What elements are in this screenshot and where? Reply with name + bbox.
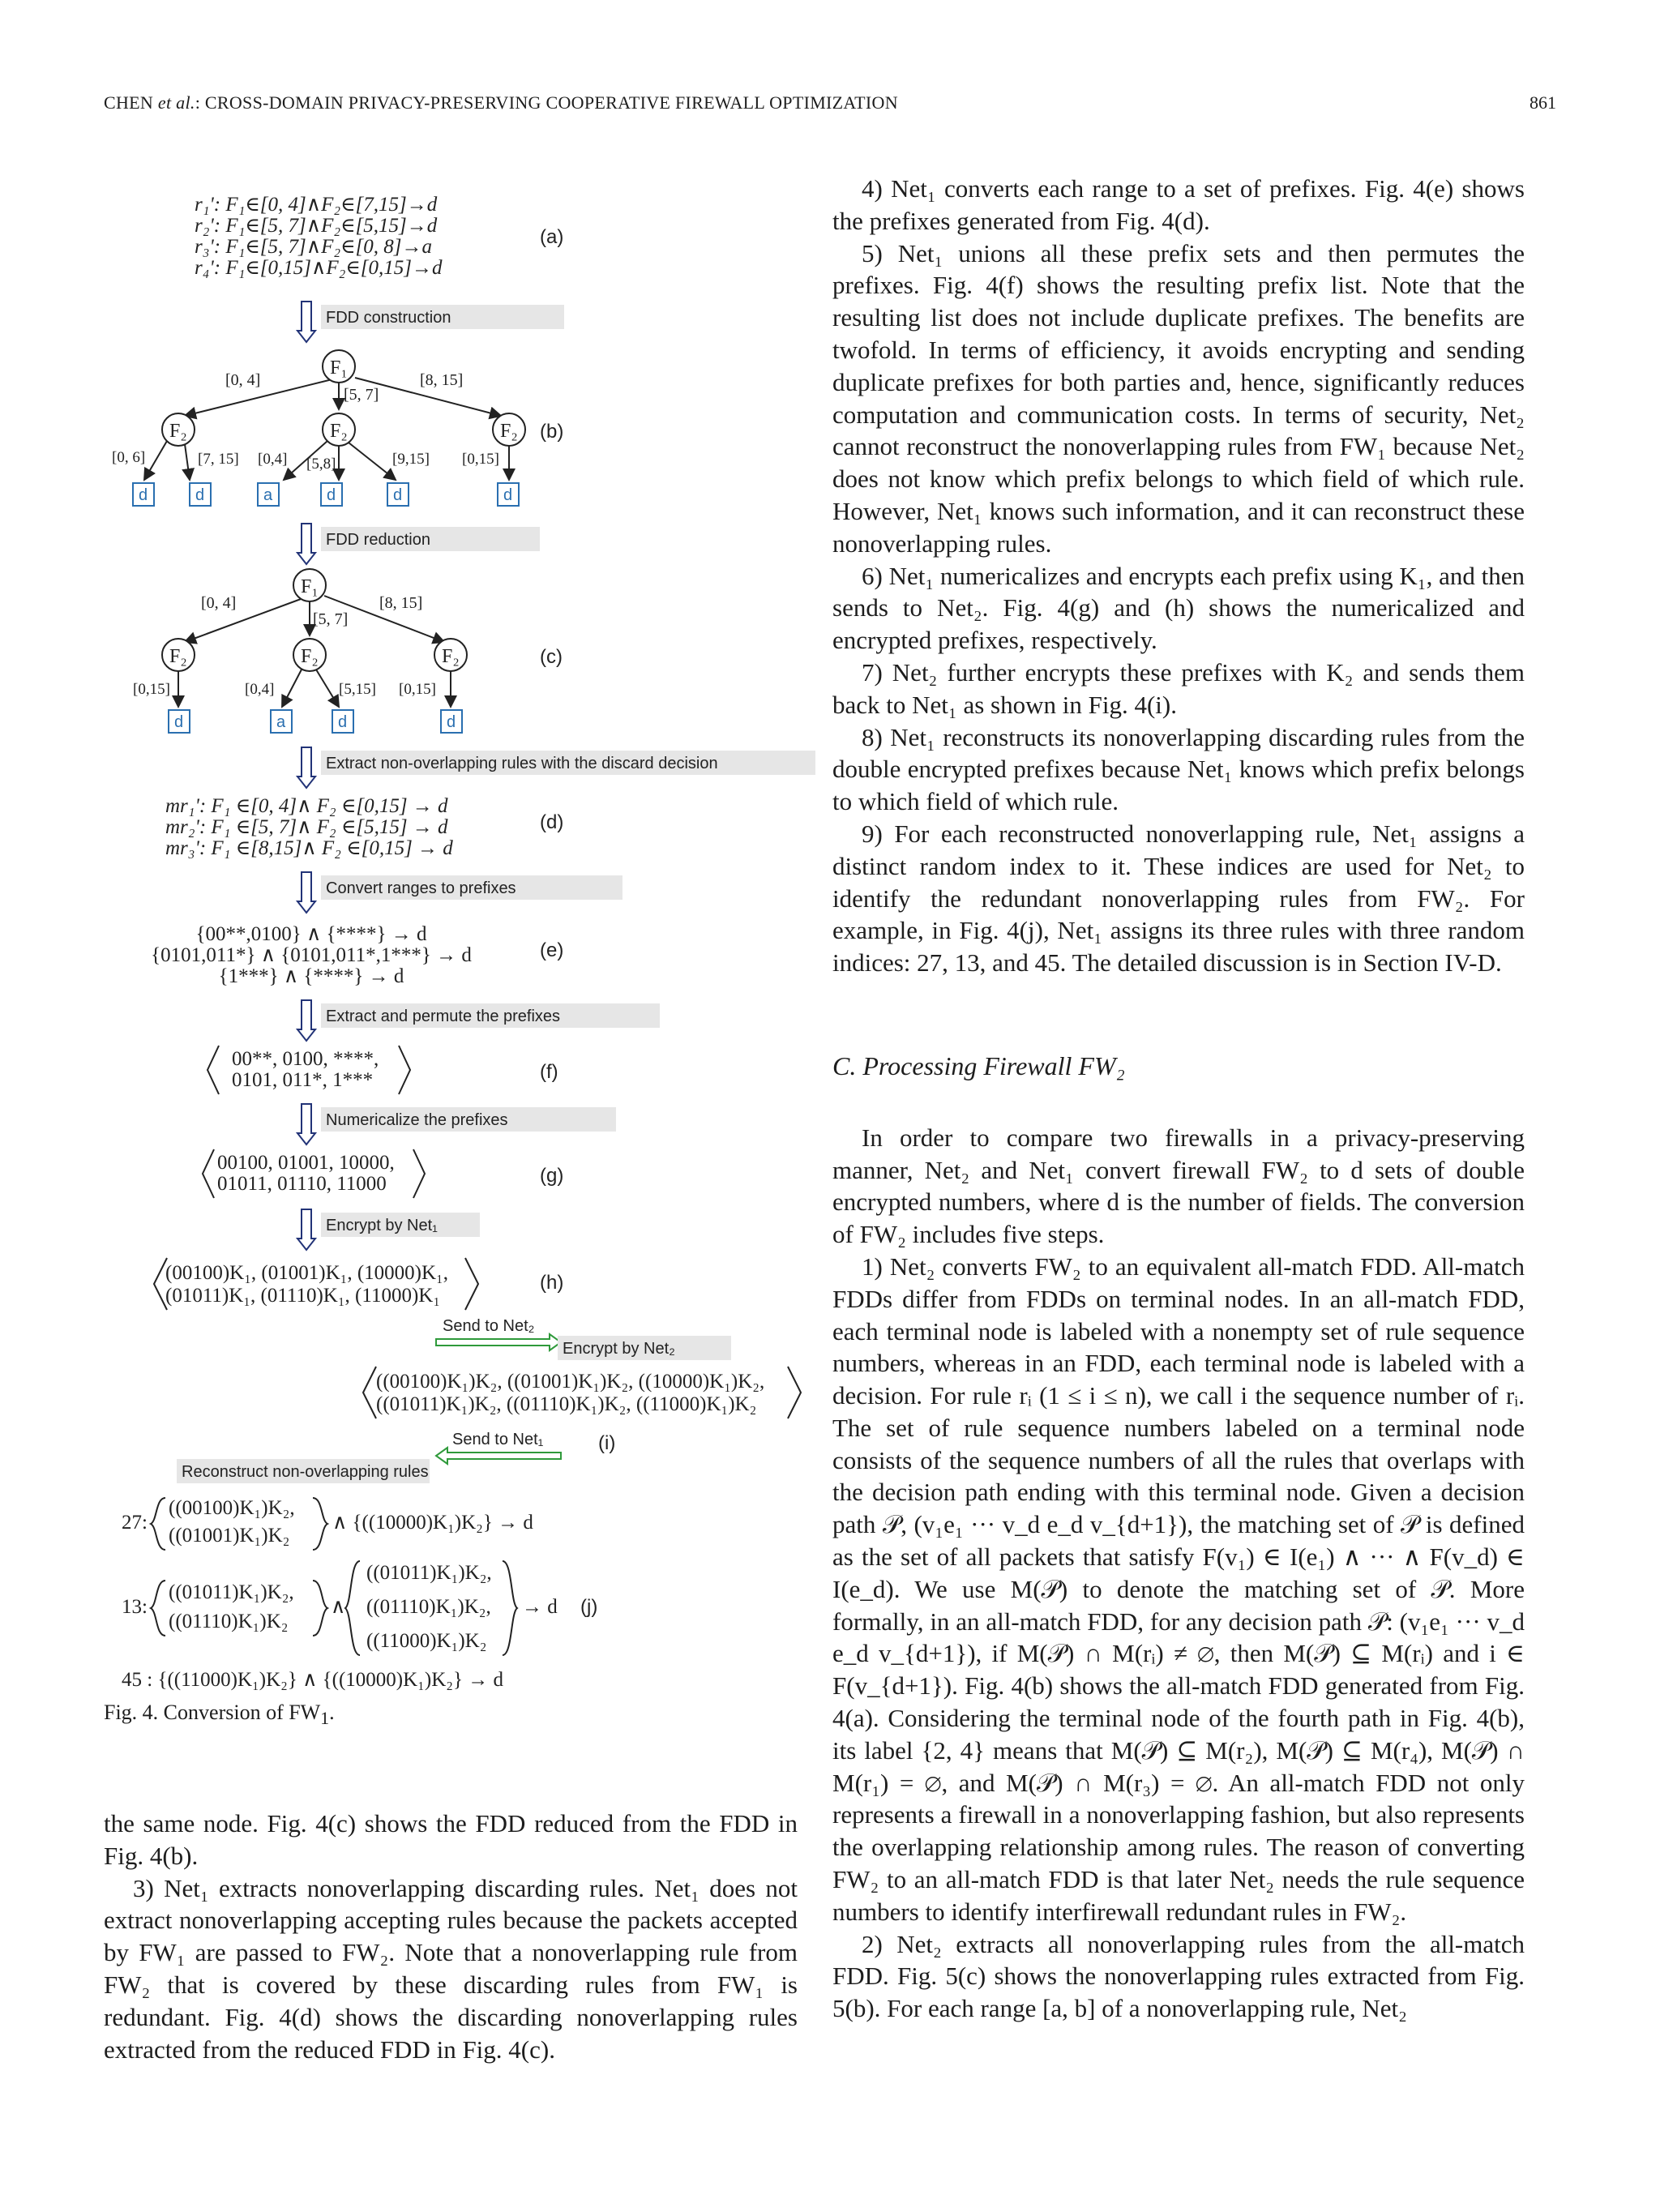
svg-text:[5, 7]: [5, 7] bbox=[344, 386, 379, 404]
paragraph: 3) Net₁ extracts nonoverlapping discarding rules. Net₁ does not extract nonoverlapping accepting rules because the packets accepted by FW₁ are passed to FW₂. Note that a nonoverlapping rule from FW₂ that is covered by these discarding rules from FW₁ is redundant. Fig. 4(d) shows the discarding nonoverlapping rules extracted from the reduced FDD in Fig. 4(c). bbox=[104, 1873, 798, 2064]
list-h bbox=[154, 1258, 478, 1310]
step-numericalize bbox=[297, 1104, 616, 1145]
svg-text:[0,4]: [0,4] bbox=[245, 681, 275, 698]
svg-text:d: d bbox=[174, 713, 184, 731]
list-g bbox=[203, 1149, 425, 1198]
svg-text:F₂: F₂ bbox=[442, 646, 460, 667]
svg-text:[0, 6]: [0, 6] bbox=[112, 449, 146, 466]
panel-label-g: (g) bbox=[540, 1165, 564, 1187]
svg-text:F₂: F₂ bbox=[330, 421, 348, 442]
paragraph: 9) For each reconstructed nonoverlapping rule, Net₁ assigns a distinct random index to it. These indices are used for Net₂ to identify the redundant nonoverlapping rules from FW₂. For example, in Fig. 4(j), Net₁ assigns its three rules with three random indices: 27, 13, and 45. The detailed discussion is in Section IV-D. bbox=[832, 819, 1525, 978]
step-fdd-reduction bbox=[297, 524, 540, 564]
panel-label-e: (e) bbox=[540, 939, 564, 961]
panel-label-a: (a) bbox=[540, 226, 564, 248]
svg-text:[8, 15]: [8, 15] bbox=[420, 371, 464, 389]
svg-text:[8, 15]: [8, 15] bbox=[379, 594, 423, 612]
rules-d bbox=[165, 795, 453, 859]
svg-text:Extract non-overlapping rules: Extract non-overlapping rules with the discard decision bbox=[326, 755, 718, 772]
svg-text:[0,15]: [0,15] bbox=[462, 451, 499, 468]
paragraph: 1) Net₂ converts FW₂ to an equivalent all-match FDD. All-match FDDs differ from FDDs on terminal nodes. In an all-match FDD, each terminal node is labeled with a nonempty set of rule sequence numbers, whereas in an FDD, each terminal node is labeled with a decision. For rule rᵢ (1 ≤ i ≤ n), we call i the sequence number of rᵢ. The set of rule sequence numbers labeled on a terminal node consists of the sequence numbers of all the rules that overlaps with the decision path ending with this terminal node. Given a decision path 𝒫, (v₁e₁ ··· v_d e_d v_{d+1}), the matching set of 𝒫 is defined as the set of all packets that satisfy F(v₁) ∈ I(e₁) ∧ ··· ∧ F(v_d) ∈ I(e_d). We use M(𝒫) to denote the matching set of 𝒫. More formally, in an all-match FDD, for any decision path 𝒫: (v₁e₁ ··· v_d e_d v_{d+1}), if M(𝒫) ∩ M(rᵢ) ≠ ∅, then M(𝒫) ⊆ M(rᵢ) and i ∈ F(v_{d+1}). Fig. 4(b) shows the all-match FDD generated from Fig. 4(a). Considering the terminal node of the fourth path in Fig. 4(b), its label {2, 4} means that M(𝒫) ⊆ M(r₂), M(𝒫) ⊆ M(r₄), M(𝒫) ∩ M(r₁) = ∅, and M(𝒫) ∩ M(r₃) = ∅. An all-match FDD not only represents a firewall in a nonoverlapping fashion, but also represents the overlapping relationship among rules. The reason of converting FW₂ to an all-match FDD is that later Net₂ needs the rule sequence numbers to identify interfirewall redundant rules in FW₂. bbox=[832, 1251, 1525, 1926]
paragraph: 6) Net₁ numericalizes and encrypts each prefix using K₁, and then sends to Net₂. Fig. 4(g) and (h) shows the numericalized and encrypted prefixes, respectively. bbox=[832, 561, 1525, 655]
paragraph: 5) Net₁ unions all these prefix sets and then permutes the prefixes. Fig. 4(f) shows the resulting prefix list. Note that the resulting list does not include duplicate prefixes. The benefits are twofold. In terms of efficiency, it avoids encrypting and sending duplicate prefixes for both parties and, hence, significantly reduces computation and communication costs. In terms of security, Net₂ cannot reconstruct the nonoverlapping rules from FW₁ because Net₂ does not know which prefix belongs to which field of which rule. However, Net₁ knows such information, and it can reconstruct these nonoverlapping rules. bbox=[832, 238, 1525, 558]
svg-text:Encrypt by Net₁: Encrypt by Net₁ bbox=[326, 1217, 438, 1234]
step-convert bbox=[297, 872, 622, 913]
svg-text:13:: 13: bbox=[122, 1596, 148, 1618]
rules-j bbox=[122, 1497, 558, 1691]
svg-text:FDD construction: FDD construction bbox=[326, 309, 451, 327]
right-column bbox=[832, 173, 1525, 2025]
panel-label-j: (j) bbox=[580, 1596, 598, 1618]
panel-label-f: (f) bbox=[540, 1061, 558, 1083]
prefixes-e bbox=[151, 923, 472, 987]
svg-text:((01011)K₁)K₂,: ((01011)K₁)K₂, bbox=[366, 1562, 492, 1584]
svg-text:Reconstruct non-overlapping ru: Reconstruct non-overlapping rules bbox=[182, 1463, 429, 1481]
svg-text:F₂: F₂ bbox=[169, 646, 187, 667]
paragraph: the same node. Fig. 4(c) shows the FDD reduced from the FDD in Fig. 4(b). bbox=[104, 1809, 798, 1870]
step-send-net2 bbox=[436, 1317, 561, 1350]
panel-label-h: (h) bbox=[540, 1272, 564, 1294]
svg-text:[5,8]: [5,8] bbox=[306, 456, 336, 473]
svg-text:d: d bbox=[503, 486, 513, 504]
rule-a-1: r₁': F₁∈[0, 4]∧F₂∈[7,15]→d bbox=[195, 194, 438, 216]
page-number: 861 bbox=[1530, 92, 1556, 113]
svg-text:a: a bbox=[276, 713, 286, 731]
svg-text:a: a bbox=[263, 486, 273, 504]
list-i bbox=[363, 1367, 801, 1418]
svg-text:45 : {((11000)K₁)K₂} ∧ {((1000: 45 : {((11000)K₁)K₂} ∧ {((10000)K₁)K₂} → d bbox=[122, 1669, 503, 1691]
running-title: CHEN et al.: CROSS-DOMAIN PRIVACY-PRESERVING COOPERATIVE FIREWALL OPTIMIZATION bbox=[104, 92, 898, 113]
left-column bbox=[104, 1808, 798, 2065]
svg-text:FDD reduction: FDD reduction bbox=[326, 531, 430, 549]
step-send-net1 bbox=[436, 1431, 561, 1464]
svg-text:((01001)K₁)K₂: ((01001)K₁)K₂ bbox=[169, 1525, 290, 1547]
svg-text:d: d bbox=[447, 713, 456, 731]
paragraph: 4) Net₁ converts each range to a set of prefixes. Fig. 4(e) shows the prefixes generated from Fig. 4(d). bbox=[832, 174, 1525, 235]
svg-text:0101, 011*, 1***: 0101, 011*, 1*** bbox=[232, 1069, 374, 1091]
list-f bbox=[208, 1046, 410, 1094]
svg-text:((01011)K₁)K₂,: ((01011)K₁)K₂, bbox=[169, 1581, 294, 1603]
svg-text:Send to Net₂: Send to Net₂ bbox=[443, 1317, 535, 1335]
svg-text:Send to Net₁: Send to Net₁ bbox=[452, 1431, 544, 1448]
svg-text:((01011)K₁)K₂, ((01110)K₁)K₂,: ((01011)K₁)K₂, ((01110)K₁)K₂, ((11000)K₁)K₂ bbox=[376, 1393, 757, 1415]
svg-text:[0,15]: [0,15] bbox=[399, 681, 436, 698]
section-heading: C. Processing Firewall FW₂ bbox=[832, 1050, 1125, 1080]
svg-text:d: d bbox=[327, 486, 336, 504]
rule-a-4: r₄': F₁∈[0,15]∧F₂∈[0,15]→d bbox=[195, 257, 443, 279]
svg-text:→ d: → d bbox=[522, 1596, 558, 1618]
svg-text:(01011)K₁, (01110)K₁, (11000)K: (01011)K₁, (01110)K₁, (11000)K₁ bbox=[165, 1285, 441, 1307]
svg-text:01011, 01110, 11000: 01011, 01110, 11000 bbox=[217, 1173, 387, 1195]
svg-text:((01110)K₁)K₂,: ((01110)K₁)K₂, bbox=[366, 1596, 491, 1618]
svg-text:[0,4]: [0,4] bbox=[258, 451, 288, 468]
paragraph: 8) Net₁ reconstructs its nonoverlapping discarding rules from the double encrypted prefixes because Net₁ knows which prefix belongs to which field of which rule. bbox=[832, 722, 1525, 816]
svg-text:Encrypt by Net₂: Encrypt by Net₂ bbox=[563, 1340, 675, 1358]
svg-text:[9,15]: [9,15] bbox=[392, 451, 430, 468]
step-reconstruct bbox=[177, 1459, 430, 1483]
figure-4 bbox=[104, 162, 817, 1694]
panel-label-i: (i) bbox=[598, 1432, 616, 1454]
svg-text:00100, 01001, 10000,: 00100, 01001, 10000, bbox=[217, 1152, 395, 1174]
svg-text:[0, 4]: [0, 4] bbox=[201, 594, 237, 612]
paragraph: 2) Net₂ extracts all nonoverlapping rules from the all-match FDD. Fig. 5(c) shows the nonoverlapping rules extracted from Fig. 5(b). For each range [a, b] of a nonoverlapping rule, Net₂ bbox=[832, 1929, 1525, 2023]
svg-text:[7, 15]: [7, 15] bbox=[198, 451, 239, 468]
svg-text:(00100)K₁, (01001)K₁, (10000)K: (00100)K₁, (01001)K₁, (10000)K₁, bbox=[165, 1262, 449, 1284]
svg-text:mr₁': F₁ ∈[0, 4]∧ F₂ ∈[0,15] →: mr₁': F₁ ∈[0, 4]∧ F₂ ∈[0,15] → d bbox=[165, 795, 448, 817]
step-encrypt-net1 bbox=[297, 1209, 480, 1250]
step-fdd-construction bbox=[297, 302, 564, 342]
figure-caption: Fig. 4. Conversion of $FW_1$. bbox=[104, 1701, 335, 1729]
svg-text:d: d bbox=[338, 713, 348, 731]
svg-text:F₁: F₁ bbox=[330, 357, 348, 379]
svg-text:d: d bbox=[393, 486, 403, 504]
rule-a-2: r₂': F₁∈[5, 7]∧F₂∈[5,15]→d bbox=[195, 215, 438, 237]
svg-text:27:: 27: bbox=[122, 1512, 148, 1534]
svg-text:∧ {((10000)K₁)K₂} → d: ∧ {((10000)K₁)K₂} → d bbox=[332, 1512, 533, 1534]
svg-text:F₂: F₂ bbox=[301, 646, 319, 667]
rules-a bbox=[195, 194, 443, 279]
svg-text:[5, 7]: [5, 7] bbox=[313, 610, 349, 628]
svg-text:d: d bbox=[195, 486, 205, 504]
panel-label-d: (d) bbox=[540, 811, 564, 833]
svg-text:((00100)K₁)K₂, ((01001)K₁)K₂,: ((00100)K₁)K₂, ((01001)K₁)K₂, ((10000)K₁)K₂, bbox=[376, 1371, 765, 1393]
step-encrypt-net2 bbox=[558, 1336, 731, 1360]
svg-text:[5,15]: [5,15] bbox=[339, 681, 376, 698]
svg-text:{1***} ∧ {****} → d: {1***} ∧ {****} → d bbox=[218, 965, 404, 987]
svg-text:mr₂': F₁ ∈[5, 7]∧ F₂ ∈[5,15] →: mr₂': F₁ ∈[5, 7]∧ F₂ ∈[5,15] → d bbox=[165, 816, 448, 838]
step-permute bbox=[297, 1000, 660, 1041]
svg-text:d: d bbox=[139, 486, 148, 504]
svg-text:F₁: F₁ bbox=[301, 576, 319, 597]
svg-text:∧: ∧ bbox=[331, 1596, 346, 1618]
svg-text:{0101,011*} ∧ {0101,011*,1***}: {0101,011*} ∧ {0101,011*,1***} → d bbox=[151, 944, 472, 966]
svg-text:00**, 0100, ****,: 00**, 0100, ****, bbox=[232, 1048, 379, 1070]
panel-label-b: (b) bbox=[540, 421, 564, 443]
svg-text:[0, 4]: [0, 4] bbox=[225, 371, 261, 389]
svg-text:mr₃': F₁ ∈[8,15]∧ F₂ ∈[0,15] →: mr₃': F₁ ∈[8,15]∧ F₂ ∈[0,15] → d bbox=[165, 837, 453, 859]
paragraph: 7) Net₂ further encrypts these prefixes with K₂ and sends them back to Net₁ as shown in Fig. 4(i). bbox=[832, 657, 1525, 719]
svg-text:Convert ranges to prefixes: Convert ranges to prefixes bbox=[326, 879, 516, 897]
svg-text:F₂: F₂ bbox=[169, 421, 187, 442]
svg-text:[0,15]: [0,15] bbox=[133, 681, 170, 698]
svg-text:((01110)K₁)K₂: ((01110)K₁)K₂ bbox=[169, 1611, 289, 1632]
svg-text:((11000)K₁)K₂: ((11000)K₁)K₂ bbox=[366, 1630, 487, 1652]
svg-text:Numericalize the prefixes: Numericalize the prefixes bbox=[326, 1111, 508, 1129]
paragraph: In order to compare two firewalls in a privacy-preserving manner, Net₂ and Net₁ convert firewall FW₂ to d sets of double encrypted numbers, where d is the number of fields. The conversion of FW₂ includes five steps. bbox=[832, 1123, 1525, 1249]
svg-text:Extract and permute the prefix: Extract and permute the prefixes bbox=[326, 1008, 561, 1025]
panel-label-c: (c) bbox=[540, 646, 563, 668]
fdd-tree-c bbox=[133, 569, 467, 733]
step-extract bbox=[297, 747, 815, 788]
svg-text:F₂: F₂ bbox=[500, 421, 518, 442]
rule-a-3: r₃': F₁∈[5, 7]∧F₂∈[0, 8]→a bbox=[195, 236, 432, 258]
fdd-tree-b bbox=[112, 350, 525, 506]
svg-text:((00100)K₁)K₂,: ((00100)K₁)K₂, bbox=[169, 1497, 295, 1519]
svg-text:{00**,0100} ∧ {****} → d: {00**,0100} ∧ {****} → d bbox=[195, 923, 427, 945]
